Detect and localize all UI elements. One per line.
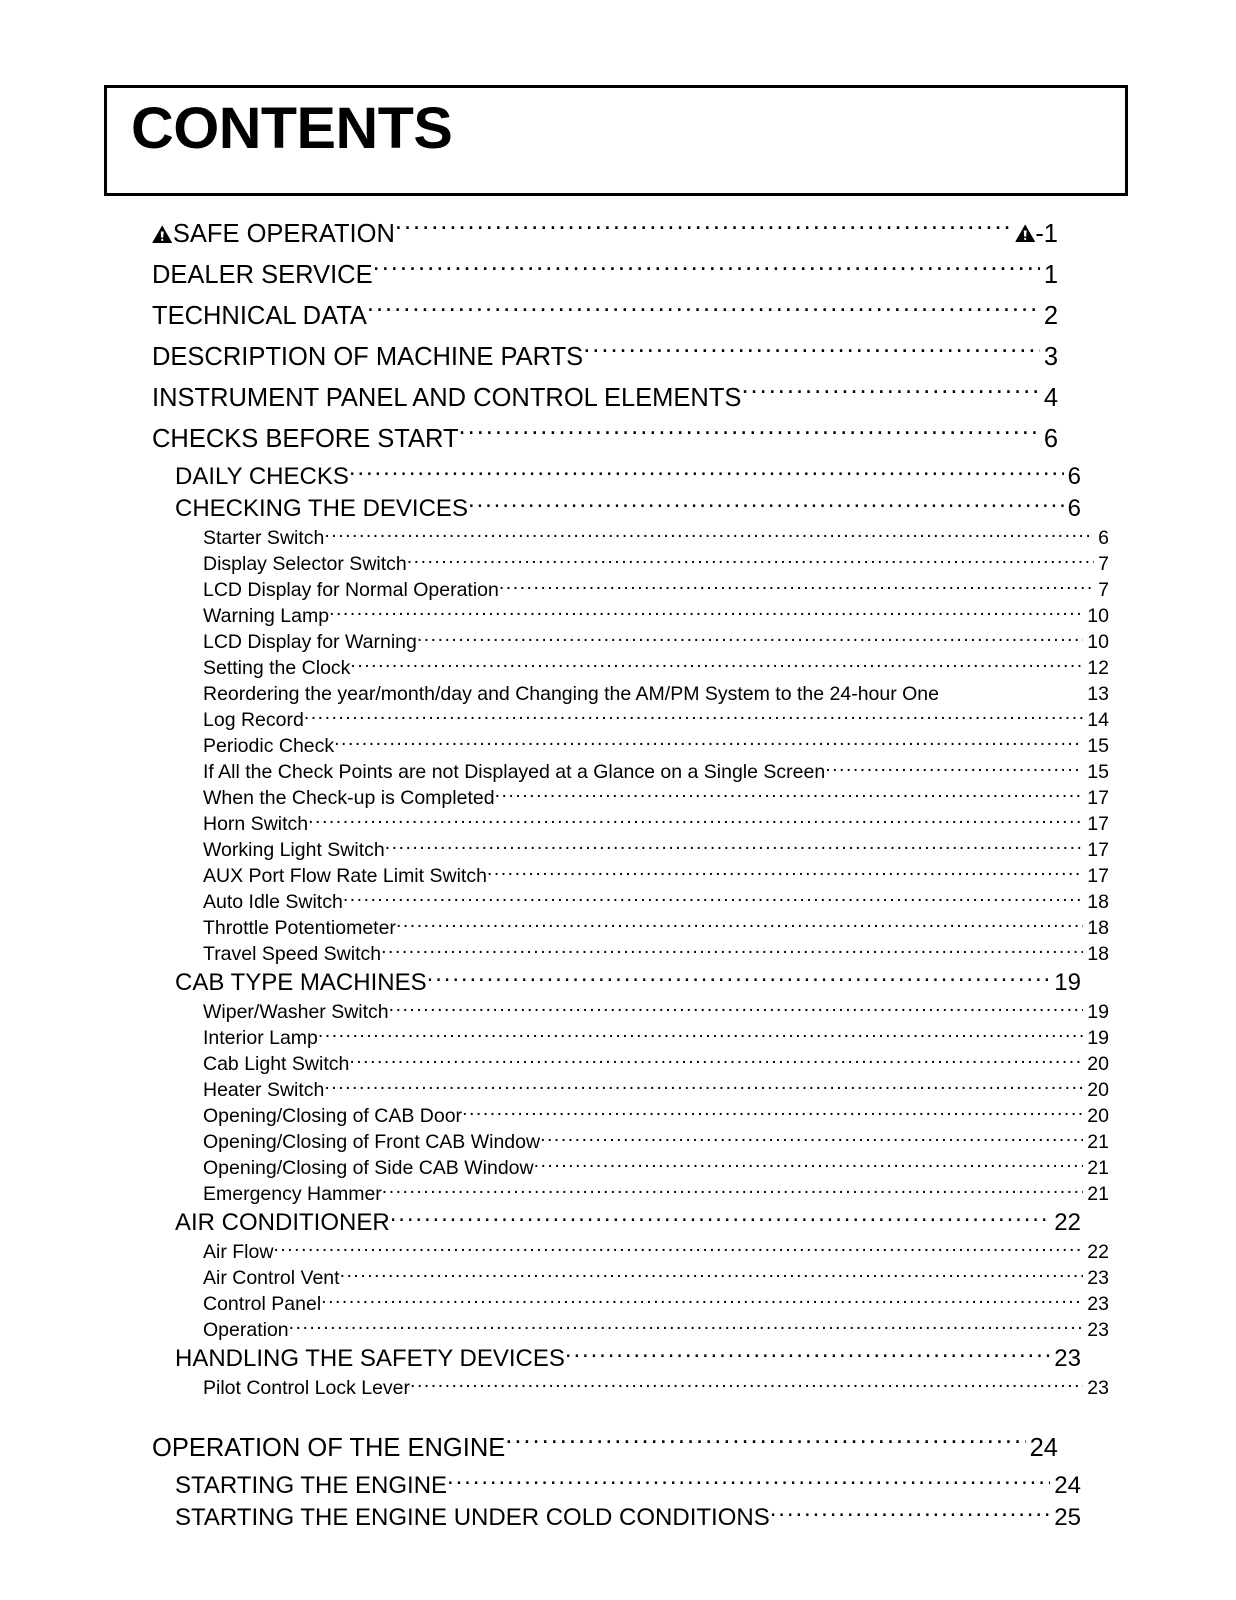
toc-entry-text: Pilot Control Lock Lever (203, 1376, 411, 1399)
toc-page-number-text: 10 (1087, 630, 1109, 653)
toc-entry-label (203, 915, 396, 941)
toc-leader-dots (462, 1102, 1083, 1122)
toc-leader-dots (390, 1206, 1051, 1230)
toc-entry-label (203, 759, 825, 785)
toc-entry[interactable] (203, 862, 1109, 888)
toc-entry[interactable] (175, 1469, 1081, 1501)
toc-entry-text: Heater Switch (203, 1078, 325, 1101)
toc-entry[interactable] (203, 576, 1109, 602)
toc-entry[interactable] (152, 1428, 1058, 1469)
toc-entry-text: Interior Lamp (203, 1026, 318, 1049)
toc-page-number (1083, 707, 1109, 733)
toc-entry[interactable] (203, 940, 1109, 966)
toc-page-number-text: 24 (1029, 1434, 1058, 1462)
toc-entry[interactable] (203, 888, 1109, 914)
toc-leader-dots (329, 602, 1083, 622)
toc-page-number-text: 14 (1087, 708, 1109, 731)
toc-page-number-text: 25 (1054, 1504, 1081, 1531)
toc-entry[interactable] (203, 1316, 1109, 1342)
toc-page-number-text: 19 (1087, 1026, 1109, 1049)
toc-page-number (1083, 1181, 1109, 1207)
toc-entry[interactable] (203, 1154, 1109, 1180)
toc-entry-label (203, 629, 417, 655)
toc-leader-dots (324, 1076, 1083, 1096)
toc-entry-text: DESCRIPTION OF MACHINE PARTS (152, 343, 584, 371)
toc-page-number-text: 18 (1087, 890, 1109, 913)
toc-entry[interactable] (175, 460, 1081, 492)
toc-leader-dots (321, 1290, 1083, 1310)
toc-leader-dots (565, 1342, 1050, 1366)
toc-entry-text: Log Record (203, 708, 304, 731)
toc-entry[interactable] (152, 378, 1058, 419)
toc-leader-dots (350, 654, 1083, 674)
toc-entry-label (175, 1470, 447, 1502)
toc-page-number-text: 12 (1087, 656, 1109, 679)
toc-leader-dots (304, 706, 1083, 726)
toc-leader-dots (381, 940, 1083, 960)
toc-entry[interactable] (152, 419, 1058, 460)
toc-page-number (1083, 681, 1109, 707)
toc-page-number-text: 20 (1087, 1104, 1109, 1127)
toc-page-number-text: 23 (1054, 1345, 1081, 1372)
toc-entry[interactable] (203, 1238, 1109, 1264)
toc-entry[interactable] (203, 628, 1109, 654)
toc-entry-label (203, 1181, 382, 1207)
toc-entry-text: CHECKING THE DEVICES (175, 495, 468, 522)
toc-entry-label (203, 681, 939, 707)
toc-entry-text: HANDLING THE SAFETY DEVICES (175, 1345, 565, 1372)
toc-page-number-text: 20 (1087, 1052, 1109, 1075)
toc-entry[interactable] (203, 1290, 1109, 1316)
toc-page-number-text: 21 (1087, 1156, 1109, 1179)
toc-leader-dots (939, 680, 1083, 700)
toc-entry-text: Display Selector Switch (203, 552, 407, 575)
toc-entry-text: SAFE OPERATION (172, 220, 395, 248)
toc-entry-label (203, 1103, 462, 1129)
toc-entry-text: AUX Port Flow Rate Limit Switch (203, 864, 487, 887)
toc-entry-label (203, 1239, 273, 1265)
toc-leader-dots (417, 628, 1083, 648)
toc-entry-label (203, 1051, 349, 1077)
toc-page-number (1040, 296, 1058, 337)
toc-leader-dots (382, 1180, 1084, 1200)
toc-leader-dots (741, 381, 1039, 407)
toc-entry-label (203, 1129, 540, 1155)
toc-page-number (1094, 577, 1109, 603)
toc-entry-text: Reordering the year/month/day and Changing the AM/PM System to the 24-hour One (203, 682, 940, 705)
toc-entry-text: LCD Display for Warning (203, 630, 417, 653)
toc-leader-dots (308, 810, 1083, 830)
toc-entry-text: OPERATION OF THE ENGINE (152, 1434, 506, 1462)
toc-page-number-text: 21 (1087, 1182, 1109, 1205)
toc-entry[interactable] (203, 1076, 1109, 1102)
toc-entry[interactable] (203, 680, 1109, 706)
toc-entry-text: Emergency Hammer (203, 1182, 382, 1205)
toc-entry-label (175, 967, 427, 999)
toc-entry-text: CHECKS BEFORE START (152, 425, 459, 453)
toc-entry-text: Opening/Closing of Side CAB Window (203, 1156, 534, 1179)
toc-entry-text: Air Control Vent (203, 1266, 340, 1289)
toc-entry-label (203, 837, 385, 863)
toc-entry-text: Working Light Switch (203, 838, 385, 861)
toc-entry-text: DAILY CHECKS (175, 463, 349, 490)
page-title: CONTENTS (131, 96, 453, 161)
toc-page-number (1064, 461, 1081, 493)
toc-entry-label (152, 214, 395, 255)
toc-page-number (1083, 889, 1109, 915)
toc-entry-text: Opening/Closing of Front CAB Window (203, 1130, 541, 1153)
toc-page-number-text: 23 (1087, 1318, 1109, 1341)
toc-entry-text: Setting the Clock (203, 656, 351, 679)
toc-entry[interactable] (203, 732, 1109, 758)
toc-entry[interactable] (175, 1342, 1081, 1374)
toc-entry-label (175, 1207, 390, 1239)
contents-title-box (104, 85, 1128, 196)
toc-page-number-text: 1 (1043, 261, 1058, 289)
toc-page-number-text: 21 (1087, 1130, 1109, 1153)
toc-leader-dots (427, 966, 1051, 990)
toc-entry-label (203, 1265, 340, 1291)
toc-entry-label (203, 1291, 321, 1317)
toc-page-number (1083, 811, 1109, 837)
toc-page-number (1026, 1428, 1058, 1469)
toc-entry[interactable] (203, 784, 1109, 810)
toc-leader-dots (395, 217, 1011, 243)
toc-page-number-text: 23 (1087, 1266, 1109, 1289)
toc-entry[interactable] (203, 1050, 1109, 1076)
toc-page-number-text: 6 (1098, 526, 1109, 549)
toc-entry-label (175, 461, 349, 493)
toc-leader-dots (495, 784, 1084, 804)
toc-entry-label (203, 577, 499, 603)
toc-leader-dots (367, 299, 1040, 325)
toc-page-number-text: 10 (1087, 604, 1109, 627)
toc-entry-text: Auto Idle Switch (203, 890, 343, 913)
toc-page-number-text: 3 (1043, 343, 1058, 371)
toc-leader-dots (583, 340, 1040, 366)
toc-page-number (1094, 525, 1109, 551)
toc-entry[interactable] (175, 492, 1081, 524)
toc-leader-dots (468, 492, 1064, 516)
toc-page-number-text: 24 (1054, 1472, 1081, 1499)
toc-entry-label (203, 1155, 534, 1181)
toc-page-number (1083, 1239, 1109, 1265)
toc-entry-text: Warning Lamp (203, 604, 330, 627)
toc-entry-label (203, 1025, 318, 1051)
toc-entry-label (203, 999, 389, 1025)
toc-entry[interactable] (203, 550, 1109, 576)
toc-entry-text: Starter Switch (203, 526, 325, 549)
toc-entry[interactable] (203, 1128, 1109, 1154)
toc-page-number (1083, 1155, 1109, 1181)
toc-page-number (1083, 629, 1109, 655)
toc-page-number (1083, 1077, 1109, 1103)
toc-page-number-text: 22 (1054, 1209, 1081, 1236)
toc-leader-dots (534, 1154, 1084, 1174)
toc-page-number (1083, 1129, 1109, 1155)
toc-entry-text: Opening/Closing of CAB Door (203, 1104, 463, 1127)
toc-leader-dots (340, 1264, 1084, 1284)
toc-page-number (1083, 1025, 1109, 1051)
toc-entry-label (152, 378, 741, 419)
toc-page-number-text: 18 (1087, 942, 1109, 965)
toc-page-number (1040, 337, 1058, 378)
toc-entry-label (152, 337, 583, 378)
toc-entry-text: Wiper/Washer Switch (203, 1000, 389, 1023)
toc-leader-dots (487, 862, 1083, 882)
toc-entry-text: Air Flow (203, 1240, 274, 1263)
toc-entry[interactable] (203, 524, 1109, 550)
toc-page-number (1083, 1103, 1109, 1129)
toc-leader-dots (447, 1469, 1050, 1493)
table-of-contents (152, 214, 1109, 1533)
toc-leader-dots (410, 1374, 1083, 1394)
warning-triangle-icon (152, 225, 172, 243)
toc-entry[interactable] (203, 1180, 1109, 1206)
toc-entry[interactable] (203, 602, 1109, 628)
toc-leader-dots (389, 998, 1084, 1018)
toc-leader-dots (459, 422, 1040, 448)
toc-entry-label (203, 785, 495, 811)
toc-page-number (1083, 603, 1109, 629)
toc-entry-label (203, 1375, 410, 1401)
toc-page-number (1094, 551, 1109, 577)
toc-entry-text: LCD Display for Normal Operation (203, 578, 499, 601)
toc-page-number-text: 15 (1087, 760, 1109, 783)
toc-entry[interactable] (203, 1264, 1109, 1290)
toc-page-number (1083, 1375, 1109, 1401)
toc-page-number (1083, 1317, 1109, 1343)
toc-entry[interactable] (175, 1206, 1081, 1238)
toc-entry-label (203, 1317, 289, 1343)
toc-page-number-text: 20 (1087, 1078, 1109, 1101)
toc-leader-dots (540, 1128, 1083, 1148)
toc-entry[interactable] (203, 1374, 1109, 1400)
toc-page-number-text: 2 (1043, 302, 1058, 330)
toc-entry[interactable] (203, 810, 1109, 836)
toc-page-number (1083, 999, 1109, 1025)
toc-entry-label (152, 296, 367, 337)
toc-entry-text: AIR CONDITIONER (175, 1209, 390, 1236)
toc-entry-text: STARTING THE ENGINE (175, 1472, 448, 1499)
toc-leader-dots (499, 576, 1094, 596)
toc-entry[interactable] (152, 214, 1058, 255)
toc-entry-text: Periodic Check (203, 734, 335, 757)
toc-entry[interactable] (203, 836, 1109, 862)
toc-page-number (1083, 1265, 1109, 1291)
toc-page-number-text: 23 (1087, 1292, 1109, 1315)
toc-page-number (1040, 255, 1058, 296)
toc-page-number-text: 17 (1087, 864, 1109, 887)
toc-entry-text: Operation (203, 1318, 289, 1341)
toc-entry-text: TECHNICAL DATA (152, 302, 367, 330)
toc-entry[interactable] (203, 1024, 1109, 1050)
toc-leader-dots (349, 460, 1064, 484)
toc-page-number (1083, 941, 1109, 967)
toc-entry-label (203, 733, 334, 759)
toc-leader-dots (373, 258, 1040, 284)
toc-leader-dots (343, 888, 1083, 908)
toc-entry-label (152, 1428, 505, 1469)
toc-entry-label (203, 525, 324, 551)
toc-page-number (1064, 493, 1081, 525)
toc-page-number (1083, 759, 1109, 785)
toc-entry-text: DEALER SERVICE (152, 261, 373, 289)
toc-entry-label (203, 889, 343, 915)
toc-page-number (1050, 1470, 1081, 1502)
toc-page-number-text: 17 (1087, 838, 1109, 861)
toc-page-number-text: 6 (1067, 495, 1081, 522)
toc-leader-dots (505, 1431, 1025, 1457)
toc-entry-label (203, 863, 487, 889)
toc-page-number (1050, 1502, 1081, 1534)
toc-entry[interactable] (175, 966, 1081, 998)
toc-leader-dots (770, 1501, 1051, 1525)
toc-leader-dots (407, 550, 1094, 570)
toc-entry-label (152, 419, 459, 460)
toc-page-number (1050, 1343, 1081, 1375)
toc-leader-dots (289, 1316, 1084, 1336)
toc-entry-text: Throttle Potentiometer (203, 916, 396, 939)
toc-page-number-text: 15 (1087, 734, 1109, 757)
toc-page-number (1083, 863, 1109, 889)
toc-entry[interactable] (175, 1501, 1081, 1533)
toc-leader-dots (385, 836, 1084, 856)
toc-page-number-text: 7 (1098, 578, 1109, 601)
toc-page-number (1083, 733, 1109, 759)
toc-leader-dots (318, 1024, 1083, 1044)
toc-entry-text: INSTRUMENT PANEL AND CONTROL ELEMENTS (152, 384, 742, 412)
toc-page-number-text: 23 (1087, 1376, 1109, 1399)
toc-entry-label (203, 655, 350, 681)
toc-leader-dots (396, 914, 1083, 934)
toc-entry[interactable] (152, 337, 1058, 378)
toc-entry[interactable] (203, 706, 1109, 732)
toc-entry-text: Cab Light Switch (203, 1052, 350, 1075)
toc-leader-dots (825, 758, 1083, 778)
toc-page-number (1040, 378, 1058, 419)
toc-page-number-text: 18 (1087, 916, 1109, 939)
toc-entry-label (175, 1343, 565, 1375)
toc-entry-label (203, 707, 304, 733)
toc-page-number-text: 6 (1043, 425, 1058, 453)
toc-page-number-text: 17 (1087, 812, 1109, 835)
toc-page-number-text: 19 (1087, 1000, 1109, 1023)
toc-page-number (1083, 1291, 1109, 1317)
toc-page-number (1050, 1207, 1081, 1239)
toc-page-number-text: 7 (1098, 552, 1109, 575)
toc-entry-text: When the Check-up is Completed (203, 786, 495, 809)
toc-entry-label (203, 551, 407, 577)
toc-leader-dots (273, 1238, 1083, 1258)
toc-page-number-text: 19 (1054, 969, 1081, 996)
toc-entry-label (203, 941, 381, 967)
toc-entry-label (175, 493, 468, 525)
toc-entry-text: STARTING THE ENGINE UNDER COLD CONDITIONS (175, 1504, 770, 1531)
toc-page-number (1011, 214, 1058, 255)
toc-page-number (1050, 967, 1081, 999)
toc-page-number-text: 6 (1067, 463, 1081, 490)
toc-page-number (1083, 655, 1109, 681)
toc-page-number (1083, 785, 1109, 811)
toc-page-number-text: 22 (1087, 1240, 1109, 1263)
toc-entry-label (152, 255, 373, 296)
toc-entry-text: Horn Switch (203, 812, 309, 835)
toc-page-number-text: 17 (1087, 786, 1109, 809)
toc-entry-text: Travel Speed Switch (203, 942, 382, 965)
toc-page-number (1040, 419, 1058, 460)
toc-entry[interactable] (203, 998, 1109, 1024)
toc-entry-text: Control Panel (203, 1292, 322, 1315)
toc-entry-label (203, 603, 329, 629)
toc-entry[interactable] (203, 654, 1109, 680)
toc-leader-dots (349, 1050, 1083, 1070)
toc-entry[interactable] (152, 255, 1058, 296)
toc-leader-dots (324, 524, 1094, 544)
toc-entry[interactable] (203, 758, 1109, 784)
toc-page-number (1083, 837, 1109, 863)
toc-page-number-text: 4 (1043, 384, 1058, 412)
toc-page-number (1083, 915, 1109, 941)
toc-entry[interactable] (152, 296, 1058, 337)
toc-entry-text: If All the Check Points are not Displayed at a Glance on a Single Screen (203, 760, 826, 783)
toc-page-number (1083, 1051, 1109, 1077)
warning-triangle-icon (1015, 224, 1035, 242)
toc-entry[interactable] (203, 1102, 1109, 1128)
toc-entry-label (203, 811, 308, 837)
toc-entry-label (175, 1502, 770, 1534)
toc-page-number-text: 13 (1087, 682, 1109, 705)
toc-leader-dots (334, 732, 1083, 752)
toc-entry[interactable] (203, 914, 1109, 940)
toc-page-number-text: -1 (1035, 220, 1058, 248)
toc-entry-text: CAB TYPE MACHINES (175, 969, 427, 996)
toc-entry-label (203, 1077, 324, 1103)
